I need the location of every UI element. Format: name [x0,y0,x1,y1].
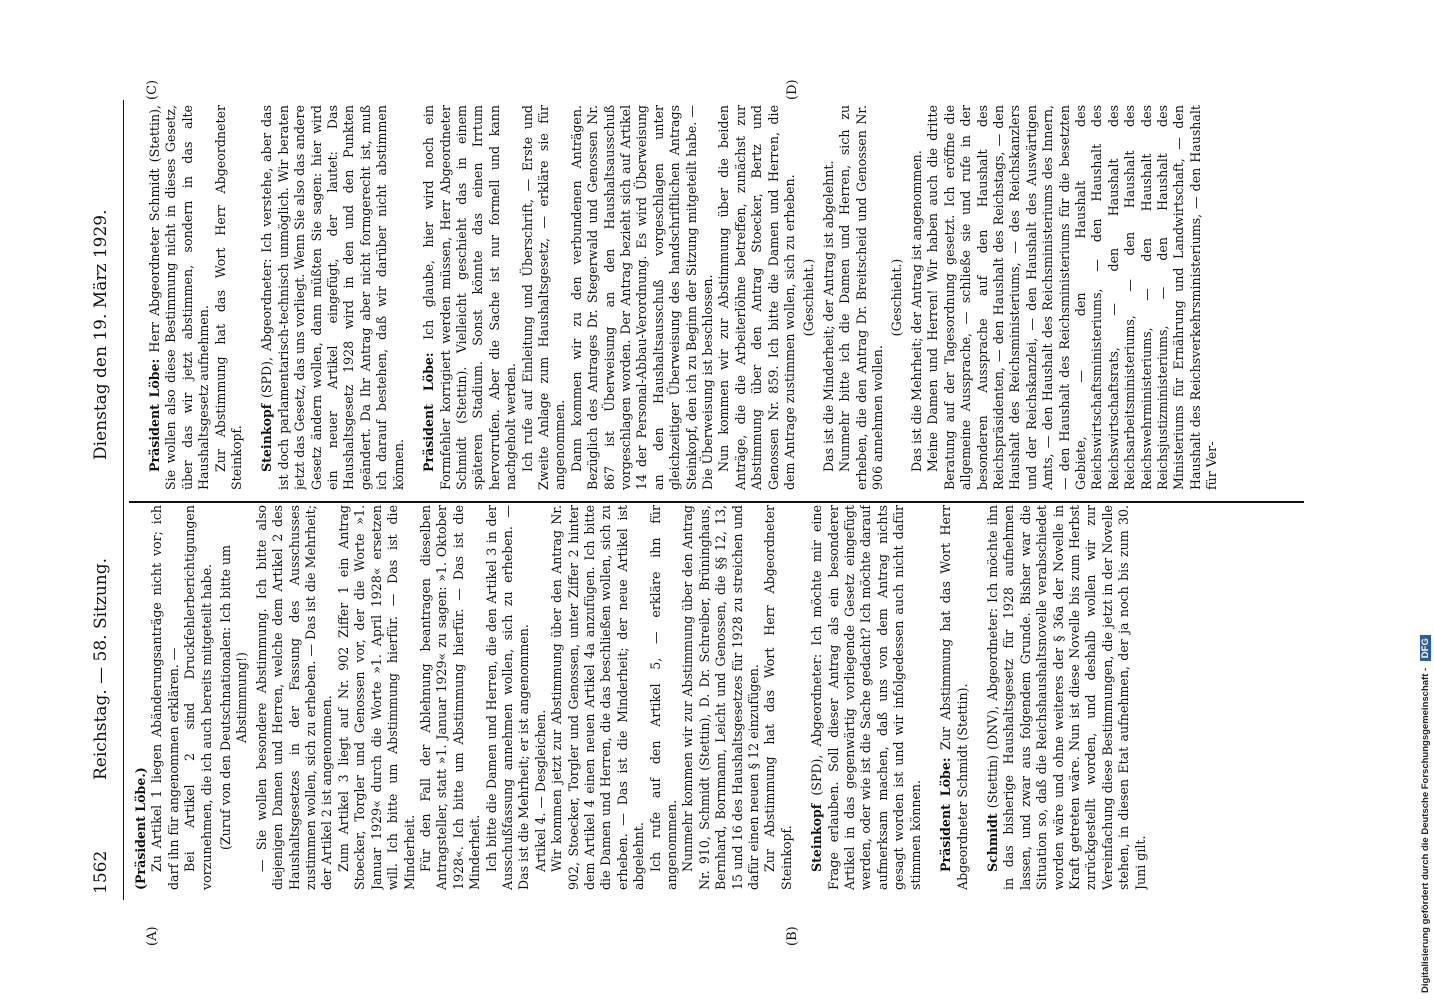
paragraph-text: Das ist die Minderheit; der Antrag ist abgelehnt. [820,160,836,472]
right-text-column [133,105,1293,490]
paragraph-text: (SPD), Abgeordneter: Ich möchte mir eine Frage erlauben. Soll dieser Antrag als ein besonderer Artikel in das gegenwärtig vorliegende Gesetz eingefügt werden, oder wie ist die Sache gedacht? Ich möchte darauf aufmerksam machen, daß uns von dem Antrag nichts gesagt worden ist und wir infolgedessen auch nicht dafür stimmen können. [809,505,923,890]
paragraph-text: Meine Damen und Herren! Wir haben auch die dritte Beratung auf der Tagesordnung gesetzt. Ich eröffne die allgemeine Aussprache, — schließe sie und rufe in der besonderen Aussprache auf den Haushalt des Reichspräsidenten, — den Haushalt des Reichstags, — den Haushalt des Reichsministeriums, — des Reichskanzlers und der Reichskanzlei, — den Haushalt des Auswärtigen Amts, — den Haushalt des Reichsministeriums des Innern, — den Haushalt des Reichsministeriums für die besetzten Gebiete, — den Haushalt des Reichswirtschaftsministeriums, — den Haushalt des Reichswirtschaftsrats, — den Haushalt des Reichsarbeitsministeriums, — den Haushalt des Reichswehrministeriums, — den Haushalt des Reichsjustizministeriums, — den Haushalt des Ministeriums für Ernährung und Landwirtschaft, — den Haushalt des Reichsverkehrsministeriums, — den Haushalt für Ver- [925,105,1220,490]
paragraph [213,105,246,490]
paragraph-text: Ich bitte die Damen und Herren, die den Artikel 3 in der Ausschußfassung annehmen wollen, sich zu erheben. — Das ist die Mehrheit; er ist angenommen. [483,505,532,890]
paragraph-text: Zur Abstimmung hat das Wort Herr Abgeordneter Steinkopf. [762,505,794,890]
paragraph-text: Ich rufe auf Einleitung und Überschrift, — Erste und Zweite Anlage zum Haushaltsgesetz, — erkläre sie für angenommen. [519,105,568,490]
paragraph [680,505,762,890]
paragraph [259,105,407,490]
speaker-name: (Präsident Löbe.) [133,767,148,890]
paragraph [182,505,215,890]
paragraph [336,505,418,890]
paragraph-text: Dann kommen wir zu den verbundenen Anträgen. Bezüglich des Antrages Dr. Stegerwald und Genossen Nr. 867 ist Überweisung an den Haushaltsausschuß vorgeschlagen worden. Der Antrag bezieht sich auf Artikel 14 der Personal-Abbau-Verordnung. Es wird Überweisung an den Haushaltsausschuß vorgeschlagen unter gleichzeitiger Überweisung des handschriftlichen Antrags Steinkopf, den ich zu Beginn der Sitzung mitgeteilt habe. — Die Überweisung ist beschlossen. [568,105,715,490]
paragraph [421,105,519,490]
digitization-credit [1418,8,1434,998]
paragraph-text: Nun kommen wir zur Abstimmung über die beiden Anträge, die die Arbeiterlöhne betreffen, zunächst zur Abstimmung über den Antrag Stoecker, Bertz und Genossen Nr. 859. Ich bitte die Damen und Herren, die dem Antrage zustimmen wollen, sich zu erheben. [716,105,798,490]
page-header [85,100,124,900]
rotated-document-page [85,79,1315,946]
paragraph-text: Artikel 4. — Desgleichen. [532,709,548,872]
paragraph-text: Ich glaube, hier wird noch ein Formfehler korrigiert werden müssen, Herr Abgeordneter Schmidt (Stettin). Vielleicht geschieht das in einem späteren Stadium. Sonst könnte das einen Irrtum hervorrufen. Aber die Sache ist nur formell und kann nachgeholt werden. [421,105,519,490]
paragraph-text: Wir kommen jetzt zur Abstimmung über den Antrag Nr. 902, Stoecker, Torgler und Genossen, unter Ziffer 2 hinter dem Artikel 4 einen neuen Artikel 4a anzufügen. Ich bitte die Damen und Herren, die das beschließen wollen, sich zu erheben. — Das ist die Minderheit; der neue Artikel ist abgelehnt. [549,505,647,890]
speaker-name: Steinkopf [259,403,275,472]
speaker-name: Präsident Löbe: [938,757,954,872]
margin-mark-a: (A) [145,926,160,946]
speaker-name: Präsident Löbe: [147,358,162,472]
paragraph [716,105,798,490]
paragraph [762,505,795,890]
margin-mark-b: (B) [785,926,800,946]
paragraph-text: Zur Abstimmung hat das Wort Herr Abgeordneter Schmidt (Stettin). [938,505,970,890]
paragraph-text: (SPD), Abgeordneter: Ich verstehe, aber das ist doch parlamentarisch-technisch unmöglich. Wir beraten jetzt das Gesetz, das uns vorliegt. Wenn Sie also das andere Gesetz ändern wollen, dann müßten Sie sagen: hier wird ein neuer Artikel eingefügt, der lautet: Das Haushaltsgesetz 1928 wird in den und den Punkten geändert. Da Ihr Antrag aber nicht formgerecht ist, muß ich darauf bestehen, daß wir darüber nicht abstimmen können. [259,105,406,490]
column-divider [129,502,1304,504]
paragraph [149,505,182,890]
paragraph [133,505,149,890]
credit-text: Digitalisierung gefördert durch die Deutsche Forschungsgemeinschaft - [1420,667,1431,993]
paragraph [938,505,971,890]
paragraph-text: Nunmehr bitte ich die Damen und Herren, sich zu erheben, die den Antrag Dr. Breitscheid und Genossen Nr. 906 annehmen wollen. [837,105,886,490]
speaker-name: Schmidt [984,813,1000,872]
paragraph [837,105,886,490]
page-number: 1562 [91,850,111,894]
paragraph-text: Zu Artikel 1 liegen Abänderungsanträge nicht vor; ich darf ihn für angenommen erklären. — [149,505,181,890]
paragraph [549,505,647,890]
paragraph [821,105,837,490]
paragraph-text: Das ist die Mehrheit; der Antrag ist angenommen. [908,150,924,472]
paragraph-text: Für den Fall der Ablehnung beantragen dieselben Antragsteller, statt »1. Januar 1929« zu sagen: »1. Oktober 1928«. Ich bitte um Abstimmung hierfür. — Das ist die Minderheit. [417,505,483,890]
paragraph-text: Herr Abgeordneter Schmidt (Stettin), Sie wollen also diese Bestimmung nicht in dieses Gesetz, über das wir jetzt abstimmen, sondern in das alte Haushaltsgesetz aufnehmen. [147,105,212,490]
left-text-column [133,505,1293,890]
paragraph [648,505,681,890]
margin-mark-c: (C) [145,79,160,100]
paragraph [254,505,336,890]
paragraph-text: Ich rufe auf den Artikel 5, — erkläre ihn für angenommen. [647,505,679,890]
paragraph-text: (Zuruf von den Deutschnationalen: Ich bitte um Abstimmung!) [218,545,250,850]
paragraph [985,505,1149,890]
paragraph [147,105,213,490]
paragraph [418,505,484,890]
paragraph-text: Zum Artikel 3 liegt auf Nr. 902 Ziffer 1 ein Antrag Stoecker, Torgler und Genossen vor, der die Worte »1. Januar 1929« durch die Worte »1. April 1928« ersetzen will. Ich bitte um Abstimmung hierfür. — Das ist die Minderheit. [335,505,417,890]
paragraph [809,505,924,890]
paragraph [520,105,569,490]
paragraph [909,105,925,490]
header-right-title: Dienstag den 19. März 1929. [91,209,111,460]
speaker-name: Steinkopf [809,803,825,872]
paragraph [533,505,549,890]
paragraph [889,105,905,490]
dfg-logo: DFG [1420,635,1431,661]
header-left-title: Reichstag. — 58. Sitzung. [91,557,111,780]
paragraph [801,105,817,490]
paragraph-text: Zur Abstimmung hat das Wort Herr Abgeordneter Steinkopf. [212,105,245,490]
paragraph-text: (Stettin) (DNV), Abgeordneter: Ich möchte ihn in das bisherige Haushaltsgesetz für 1928 aufnehmen lassen, und zwar aus folgendem Grunde. Bisher war die Situation so, daß die Reichshaushaltsnovelle verabschiedet worden wäre und ohne weiteres der § 36a der Novelle in Kraft getreten wäre. Nun ist diese Novelle bis zum Herbst zurückgestellt worden, und deshalb wollen wir zur Vereinfachung diese Bestimmungen, die jetzt in der Novelle stehen, in diesen Etat aufnehmen, der ja noch bis zum 30. Juni gilt. [984,505,1148,890]
margin-mark-d: (D) [785,79,800,100]
speaker-name: Präsident Löbe: [421,352,437,472]
paragraph-text: (Geschieht.) [889,258,905,337]
paragraph [218,505,251,890]
paragraph [484,505,533,890]
paragraph-text: — Sie wollen besondere Abstimmung. Ich bitte also diejenigen Damen und Herren, welche dem Artikel 2 des Haushaltsgesetzes in der Fassung des Ausschusses zustimmen wollen, sich zu erheben. — Das ist die Mehrheit; der Artikel 2 ist angenommen. [253,505,335,890]
paragraph-text: Bei Artikel 2 sind Druckfehlerberichtigungen vorzunehmen, die ich auch bereits mitgeteilt habe. [182,505,214,890]
paragraph [569,105,717,490]
paragraph [925,105,1220,490]
paragraph-text: (Geschieht.) [801,258,817,337]
paragraph-text: Nunmehr kommen wir zur Abstimmung über den Antrag Nr. 910, Schmidt (Stettin), D. Dr. Schreiber, Brüninghaus, Bernhard, Bornmann, Leicht und Genossen, die §§ 12, 13, 15 und 16 des Haushaltsgesetzes für 1928 zu streichen und dafür einen neuen § 12 einzufügen. [680,505,762,890]
